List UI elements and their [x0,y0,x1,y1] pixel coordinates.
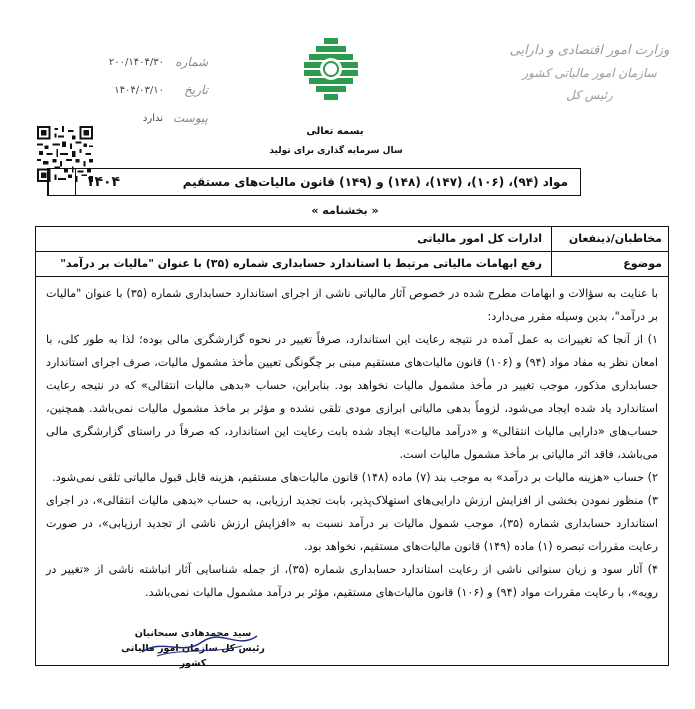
letter-metadata [88,48,208,132]
number-label: شماره [175,55,208,69]
number-value: ۲۰۰/۱۴۰۴/۳۰ [108,56,164,68]
body-item-4: ۴) آثار سود و زیان سنواتی ناشی از رعایت استاندارد حسابداری شماره (۳۵)، از جمله شناسایی آثار انباشته ناشی از «تغییر در رویه»، با رعایت مقررات مواد (۹۴) و (۱۰۶) قانون مالیات‌های مستقیم، مؤثر بر درآمد مشمول مالیات نمی‌باشد. [46,563,659,599]
ministry-name: وزارت امور اقتصادی و دارایی [509,43,670,58]
body-item-2: ۲) حساب «هزینه مالیات بر درآمد» به موجب بند (۷) ماده (۱۴۸) قانون مالیات‌های مستقیم، هزینه قابل قبول مالیاتی تلقی نمی‌شود. [52,471,658,484]
subject-title: مواد (۹۴)، (۱۰۶)، (۱۴۷)، (۱۴۸) و (۱۴۹) قانون مالیات‌های مستقیم [182,175,568,189]
date-row [88,76,208,104]
number-row [88,48,208,76]
body-item-1: ۱) از آنجا که تغییرات به عمل آمده در نتیجه رعایت این استاندارد، صرفاً تغییر در نحوه گزارشگری مالی بوده؛ لذا به طور کلی، با امعان نظر به مفاد مواد (۹۴) و (۱۰۶) قانون مالیات‌های مستقیم مبنی بر چگونگی تعیین مأخذ مشمول مالیات، صرف اجرای استاندارد حسابداری مذکور، موجب تغییر در مأخذ مشمول مالیات نخواهد بود. بنابراین، حساب «بدهی مالیات انتقالی» که در نتیجه رعایت استاندارد یاد شده ایجاد می‌شود، لزوماً بدهی مالیاتی ابرازی مودی تلقی نشده و مؤثر بر ماخذ مشمول مالیات نمی‌باشد. همچنین، حساب‌های «دارایی مالیات انتقالی» و «درآمد مالیات» ایجاد شده بابت رعایت این استاندارد، که صرفاً در راستای گزارشگری مالی می‌باشد، فاقد اثر مالیاتی بر مأخذ مشمول مالیات است. [46,333,659,461]
signatory-title: رئیس کل سازمان امور مالیاتی کشور [121,643,265,669]
ministry-header [502,40,677,106]
handwritten-signature-icon [122,630,272,660]
subject-empty-cell [48,169,75,195]
circular-label: « بخشنامه » [311,204,379,217]
year-slogan: سال سرمایه گذاری برای تولید [269,146,403,156]
topic-label: موضوع [623,257,662,270]
subject-box [47,168,581,196]
addressees-label: مخاطبان/ذینفعان [568,232,662,245]
column-divider [551,227,552,276]
addressees-value: ادارات کل امور مالیاتی [417,232,542,245]
organization-name: سازمان امور مالیاتی کشور [522,66,657,80]
signature-block [118,626,268,671]
attachment-value: ندارد [142,112,163,124]
body-item-3: ۳) منظور نمودن بخشی از افزایش ارزش دارایی‌های استهلاک‌پذیر، بابت تجدید ارزیابی، به حساب «بدهی مالیات انتقالی»، در اجرای استاندارد حسابداری شماره (۳۵)، موجب شمول مالیات بر درآمد نسبت به «افزایش ارزش ناشی از تجدید ارزیابی»، در صورت رعایت مقررات تبصره (۱) ماده (۱۴۹) قانون مالیات‌های مستقیم، نخواهد بود. [46,494,658,553]
addressees-row [36,227,668,252]
circular-body [46,282,658,604]
topic-value: رفع ابهامات مالیاتی مرتبط با استاندارد حسابداری شماره (۳۵) با عنوان "مالیات بر درآمد" [60,257,542,270]
date-value: ۱۴۰۴/۰۳/۱۰ [114,84,164,96]
head-title: رئیس کل [566,88,613,102]
date-label: تاریخ [184,83,208,97]
body-intro: با عنایت به سؤالات و ابهامات مطرح شده در خصوص آثار مالیاتی ناشی از اجرای استاندارد حسابداری شماره (۳۵) با عنوان "مالیات بر درآمد"، بدین وسیله مقرر می‌دارد: [46,287,658,323]
signatory-name: سید محمدهادی سبحانیان [134,628,252,639]
circular-table [35,226,669,666]
subject-year: ۱۴۰۴ [75,169,130,195]
topic-row [36,252,668,277]
attachment-row [88,104,208,132]
tax-organization-logo-icon [301,36,361,116]
basmala: بسمه تعالی [306,126,364,137]
attachment-label: پیوست [173,111,208,125]
